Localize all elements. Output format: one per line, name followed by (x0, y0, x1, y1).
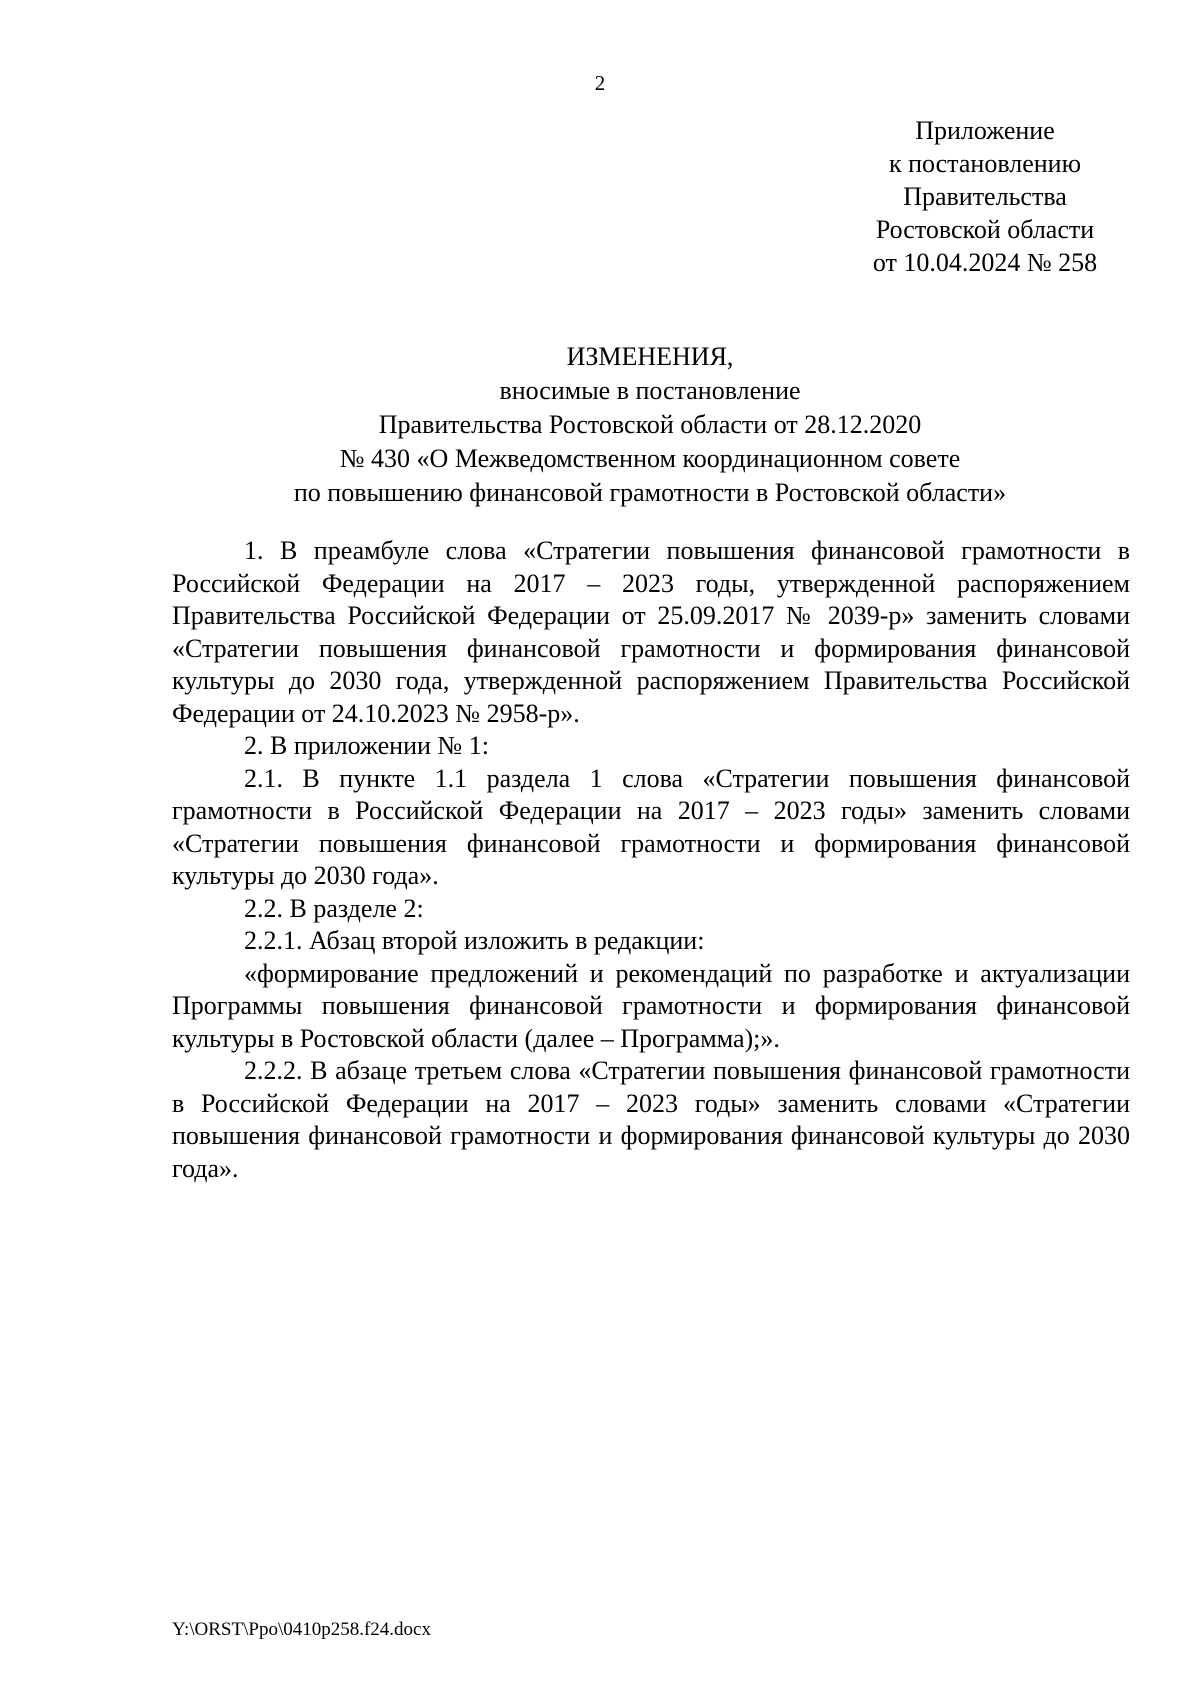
paragraph-2-2: 2.2. В разделе 2: (244, 893, 424, 923)
page-number: 2 (594, 71, 606, 95)
paragraph-2: 2. В приложении № 1: (244, 731, 489, 760)
heading-title: ИЗМЕНЕНИЯ, (566, 342, 734, 371)
appendix-line: Правительства (903, 182, 1067, 211)
heading-line: вносимые в постановление (499, 376, 801, 405)
paragraph-1: 1. В преамбуле слова «Стратегии повышения финансовой грамотности в Российской Федерации на 2017 – 2023 годы, утвержденной распоряжением Правительства Российской Федерации от 25.09.2017 № 2039-р» заменить словами «Стратегии повышения финансовой грамотности и формирования финансовой культуры до 2030 года, утвержденной распоряжением Правительства Российской Федерации от 24.10.2023 № 2958-р». (172, 536, 1130, 728)
heading-line: Правительства Ростовской области от 28.12.2020 (378, 410, 922, 439)
appendix-line: к постановлению (888, 149, 1082, 178)
appendix-line: Приложение (915, 116, 1055, 145)
paragraph-2-1: 2.1. В пункте 1.1 раздела 1 слова «Стратегии повышения финансовой грамотности в Российской Федерации на 2017 – 2023 годы» заменить словами «Стратегии повышения финансовой грамотности и формирования финансовой культуры до 2030 года». (172, 763, 1130, 890)
paragraph-quote: «формирование предложений и рекомендаций по разработке и актуализации Программы повышения финансовой грамотности и формирования финансовой культуры в Ростовской области (далее – Программа);». (172, 958, 1130, 1053)
paragraph-2-2-2: 2.2.2. В абзаце третьем слова «Стратегии повышения финансовой грамотности в Российской Федерации на 2017 – 2023 годы» заменить словами «Стратегии повышения финансовой грамотности и формирования финансовой культуры до 2030 года». (172, 1056, 1130, 1183)
heading-line: № 430 «О Межведомственном координационном совете (339, 444, 961, 473)
footer-file-path: Y:\ORST\Ppo\0410p258.f24.docx (172, 1619, 431, 1640)
heading-line: по повышению финансовой грамотности в Ростовской области» (293, 478, 1007, 507)
appendix-block (835, 114, 1135, 279)
document-heading (170, 340, 1130, 510)
appendix-line: Ростовской области (875, 215, 1095, 244)
appendix-line: от 10.04.2024 № 258 (872, 248, 1098, 277)
paragraph-2-2-1: 2.2.1. Абзац второй изложить в редакции: (244, 926, 705, 955)
document-body (172, 535, 1130, 1185)
